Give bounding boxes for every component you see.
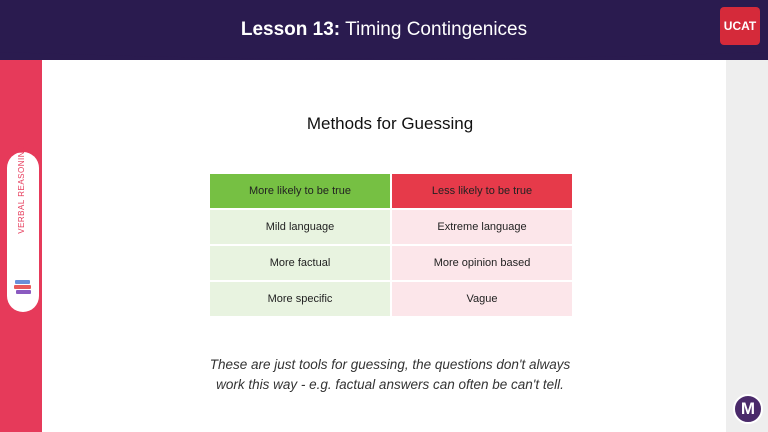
lesson-number: Lesson 13:	[240, 19, 341, 40]
table-cell: More opinion based	[392, 246, 572, 280]
table-row	[210, 210, 572, 244]
table-header-row	[210, 174, 572, 208]
table-cell: Extreme language	[392, 210, 572, 244]
lesson-title: Timing Contingenices	[345, 19, 528, 40]
page-heading: Methods for Guessing	[306, 114, 474, 133]
ucat-badge: UCAT	[720, 7, 760, 45]
table-row	[210, 282, 572, 316]
note-line-2: work this way - e.g. factual answers can often be can't tell.	[216, 377, 564, 392]
slide-title	[0, 0, 768, 60]
note-line-1: These are just tools for guessing, the questions don't always	[209, 357, 571, 372]
table-cell: Vague	[392, 282, 572, 316]
books-icon	[13, 278, 33, 296]
guessing-note	[180, 355, 600, 395]
table-cell: More specific	[210, 282, 390, 316]
table-cell: More factual	[210, 246, 390, 280]
section-label: VERBAL REASONING	[16, 144, 26, 234]
header-less-likely: Less likely to be true	[392, 174, 572, 208]
guessing-methods-table	[208, 172, 574, 318]
header-more-likely: More likely to be true	[210, 174, 390, 208]
brand-logo: M	[733, 394, 763, 424]
table-cell: Mild language	[210, 210, 390, 244]
table-row	[210, 246, 572, 280]
right-accent-band	[726, 50, 768, 432]
